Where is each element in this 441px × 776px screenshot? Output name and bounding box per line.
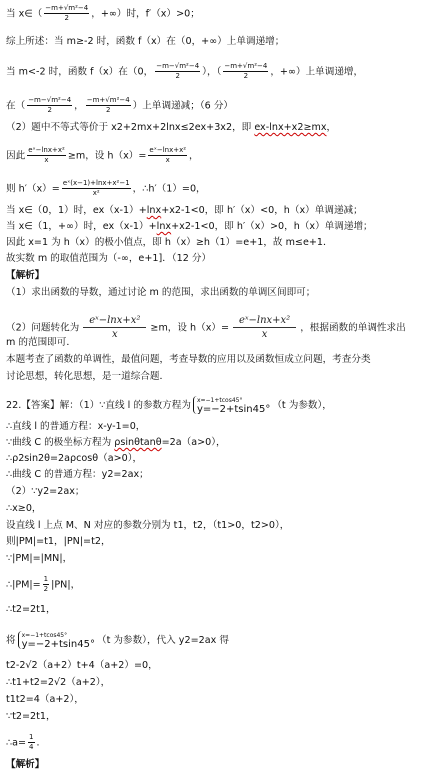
- text-line: [6, 553, 72, 565]
- text-run: ∴直线 l 的普通方程：x-y-1=0，: [6, 421, 146, 432]
- text-line: [6, 575, 80, 594]
- text-run: =2a（a>0），: [161, 437, 226, 448]
- text-line: [6, 469, 149, 481]
- text-line: [6, 677, 110, 689]
- text-run: 当 x∈（0，1）时，ex（x-1）+: [6, 205, 147, 216]
- fraction-denominator: 2: [175, 72, 180, 80]
- fraction-denominator: 2: [106, 106, 111, 114]
- text-run: 【解析】: [6, 759, 45, 770]
- fraction-denominator: x: [112, 329, 118, 340]
- equation-row: x=−1+tcos45°: [21, 632, 68, 639]
- text-run: ，+∞）上单调递增，: [270, 66, 364, 78]
- wavy-underlined-text: lnx: [146, 205, 162, 216]
- text-run: 当 x∈（1，+∞）时，ex（x-1）+: [6, 221, 157, 232]
- answer-line: [6, 396, 332, 414]
- text-run: 则 h′（x）=: [6, 183, 60, 195]
- text-run: （2）问题转化为: [6, 322, 80, 334]
- text-line: [6, 631, 229, 649]
- fraction: [83, 314, 146, 341]
- wavy-underlined-text: ex-lnx+x2≥mx: [254, 122, 327, 133]
- text-line: [6, 371, 169, 383]
- text-run: 讨论思想，转化思想，是一道综合题．: [6, 371, 170, 382]
- fraction-numerator: 1: [29, 733, 34, 741]
- fraction-numerator: −m+√m²−4: [45, 4, 89, 12]
- fraction: [27, 146, 66, 165]
- text-run: ∵t2=2t1，: [6, 711, 56, 722]
- fraction: [62, 179, 131, 198]
- text-run: ，: [189, 150, 199, 162]
- text-line: [6, 453, 142, 465]
- text-run: 当 x∈（: [6, 8, 43, 20]
- fraction-numerator: eˣ−lnx+x²: [83, 314, 146, 328]
- text-line: [6, 694, 84, 706]
- text-line: [6, 733, 46, 752]
- text-line: [6, 287, 315, 299]
- text-line: [6, 237, 333, 249]
- text-run: ∴a=: [6, 737, 27, 749]
- text-run: +x2-1<0，即 h′（x）>0，h（x）单调递增；: [171, 221, 373, 232]
- fraction: [27, 96, 72, 115]
- equation-system: [18, 631, 95, 649]
- text-line: [6, 205, 363, 217]
- text-run: ，: [326, 122, 337, 133]
- section-heading: [6, 270, 44, 282]
- text-run: |PN|，: [51, 579, 81, 591]
- text-line: [6, 354, 371, 366]
- text-run: 综上所述：当 m≥-2 时，函数 f（x）在（0，+∞）上单调递增；: [6, 36, 285, 47]
- text-run: ∵曲线 C 的极坐标方程为: [6, 437, 115, 448]
- fraction-numerator: eˣ(x−1)+lnx+x²−1: [62, 179, 130, 187]
- fraction-denominator: x: [165, 156, 170, 164]
- text-line: [6, 604, 56, 616]
- text-run: 设直线 l 上点 M、N 对应的参数分别为 t1，t2，（t1>0，t2>0），: [6, 520, 290, 531]
- fraction-denominator: x: [44, 156, 49, 164]
- text-line: [6, 520, 289, 532]
- text-line: [6, 96, 233, 115]
- text-line: [6, 4, 200, 23]
- text-run: ∴曲线 C 的普通方程：y2=2ax；: [6, 469, 149, 480]
- fraction-denominator: 2: [43, 585, 49, 593]
- fraction-numerator: −m+√m²−4: [224, 62, 268, 70]
- wavy-underlined-text: ρsinθtanθ: [114, 437, 162, 448]
- text-run: 本题考查了函数的单调性，最值问题，考查导数的应用以及函数恒成立问题，考查分类: [6, 354, 371, 365]
- text-line: [6, 337, 76, 349]
- text-run: +x2-1<0，即 h′（x）<0，h（x）单调递减；: [161, 205, 363, 216]
- text-run: ∴ρ2sin2θ=2aρcosθ（a>0），: [6, 453, 143, 464]
- text-run: ），（: [202, 66, 222, 78]
- fraction-numerator: −m−√m²−4: [156, 62, 200, 70]
- fraction: [233, 314, 296, 341]
- fraction-denominator: x²: [92, 189, 100, 197]
- text-line: [6, 62, 363, 81]
- fraction: [28, 733, 34, 752]
- fraction: [223, 62, 268, 81]
- text-run: ∵|PM|=|MN|，: [6, 553, 73, 564]
- text-run: ∴|PM|=: [6, 579, 41, 591]
- text-run: ，+∞）时，f′（x）>0；: [91, 8, 200, 20]
- text-run: ∴x≥0，: [6, 503, 42, 514]
- wavy-underlined-text: lnx: [156, 221, 172, 232]
- fraction-denominator: 2: [243, 72, 249, 80]
- equation-row: y=−2+tsin45°: [196, 404, 271, 415]
- text-run: 在（: [6, 100, 26, 112]
- fraction-denominator: 2: [47, 106, 52, 114]
- equation-row: y=−2+tsin45°: [21, 639, 95, 650]
- text-line: [6, 122, 336, 134]
- text-run: （t 为参数），: [272, 400, 332, 411]
- text-run: ≥m，设 h（x）=: [150, 322, 230, 334]
- fraction-numerator: 1: [43, 575, 49, 583]
- fraction: [43, 575, 49, 594]
- text-run: ，根据函数的单调性求出: [300, 322, 406, 334]
- fraction: [148, 146, 187, 165]
- text-line: [6, 36, 284, 48]
- fraction-denominator: 4: [29, 743, 34, 751]
- text-line: [6, 253, 211, 265]
- text-run: （2）题中不等式等价于 x2+2mx+2lnx≤2ex+3x2，即: [6, 122, 255, 133]
- text-run: ，: [74, 100, 84, 112]
- text-run: （2）∵y2=2ax；: [6, 486, 85, 497]
- text-line: [6, 486, 84, 498]
- fraction-numerator: eˣ−lnx+x²: [149, 146, 187, 154]
- text-run: m 的范围即可．: [6, 337, 76, 348]
- text-run: 故实数 m 的取值范围为（-∞，e+1]．（12 分）: [6, 253, 212, 264]
- text-line: [6, 437, 226, 449]
- fraction-denominator: 2: [64, 14, 69, 22]
- text-run: （t 为参数），代入 y2=2ax 得: [96, 635, 229, 646]
- equation-row: x=−1+tcos45°: [196, 397, 243, 404]
- text-run: ∴t2=2t1，: [6, 604, 56, 615]
- text-run: 因此 x=1 为 h（x）的极小值点，即 h（x）≥h（1）=e+1，故 m≤e+1．: [6, 237, 333, 248]
- text-line: [6, 146, 199, 165]
- fraction: [86, 96, 131, 115]
- fraction-denominator: x: [261, 329, 268, 340]
- text-line: [6, 711, 56, 723]
- text-line: [6, 660, 158, 672]
- text-run: 22.【答案】解：（1）∵直线 l 的参数方程为: [6, 400, 191, 411]
- text-run: 将: [6, 635, 16, 646]
- text-line: [6, 221, 373, 233]
- text-run: ）上单调递减；（6 分）: [132, 100, 234, 112]
- text-run: 则|PM|=t1，|PN|=t2，: [6, 536, 111, 547]
- text-run: t2-2√2（a+2）t+4（a+2）=0，: [6, 660, 158, 671]
- text-line: [6, 179, 206, 198]
- text-line: [6, 421, 145, 433]
- text-run: 【解析】: [6, 270, 45, 281]
- text-line: [6, 503, 42, 515]
- fraction-numerator: −m+√m²−4: [86, 96, 130, 104]
- text-run: 当 m<-2 时，函数 f（x）在（0，: [6, 66, 154, 78]
- text-run: ．: [36, 737, 47, 749]
- text-run: ，∴h′（1）=0，: [132, 183, 206, 195]
- fraction: [155, 62, 200, 81]
- text-line: [6, 536, 111, 548]
- fraction: [44, 4, 89, 23]
- text-run: 因此: [6, 150, 26, 162]
- text-run: t1t2=4（a+2），: [6, 694, 84, 705]
- section-heading: [6, 759, 44, 771]
- equation-system: [193, 396, 270, 414]
- fraction-numerator: eˣ−lnx+x²: [233, 314, 296, 328]
- fraction-numerator: −m−√m²−4: [28, 96, 72, 104]
- fraction-numerator: eˣ−lnx+x²: [28, 146, 65, 154]
- text-run: ∴t1+t2=2√2（a+2），: [6, 677, 111, 688]
- text-run: ≥m，设 h（x）=: [67, 150, 147, 162]
- text-run: （1）求出函数的导数，通过讨论 m 的范围，求出函数的单调区间即可；: [6, 287, 316, 298]
